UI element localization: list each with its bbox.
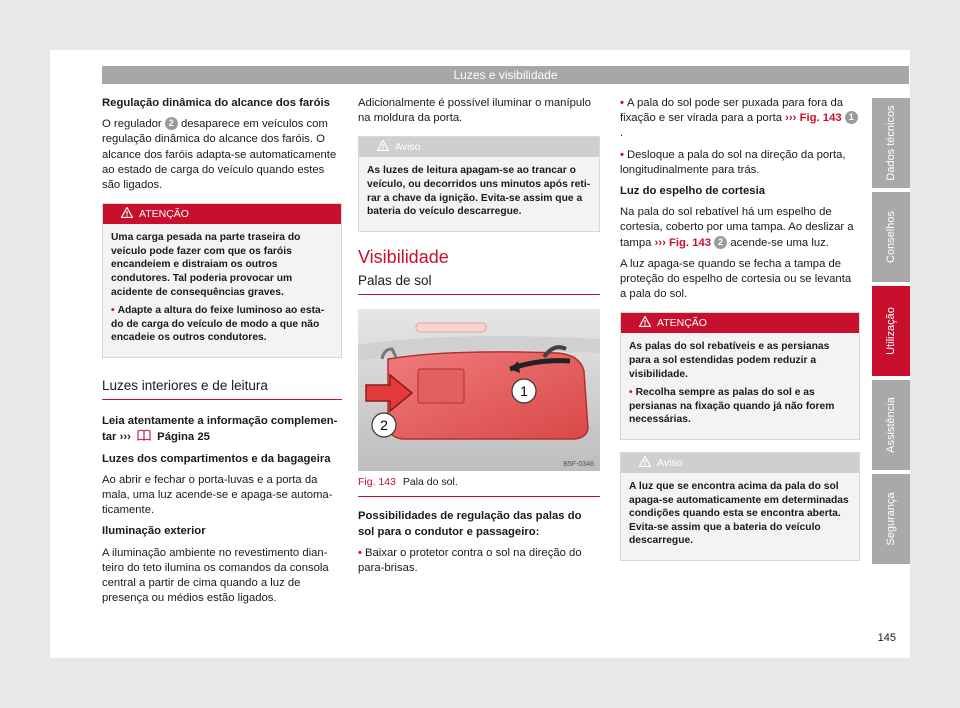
page-number: 145 xyxy=(877,632,896,644)
bullet-lower-visor: • Baixar o protetor contra o sol na direção do para-brisas. xyxy=(358,546,582,574)
tab-conselhos[interactable]: Conselhos xyxy=(872,192,910,282)
callout-number: 1 xyxy=(845,111,858,124)
page-header: Luzes e visibilidade xyxy=(102,66,909,84)
bullet-icon: • xyxy=(111,305,115,317)
column-1 xyxy=(102,96,342,612)
bullet-icon: • xyxy=(358,546,362,559)
bullet-icon: • xyxy=(620,148,624,161)
paragraph-exterior-lighting: A iluminação ambiente no revestimento dianteiro do teto ilumina os comandos da consola central a partir de cima quando a luz de presença ou médios estão ligados. xyxy=(102,546,329,605)
bullet-icon: • xyxy=(620,97,624,109)
note-box: Aviso As luzes de leitura apagam-se ao trancar o veículo, ou decorridos uns minutos após retirar a chave da ignição. Evita-se assim que a bateria do veículo descarregue. xyxy=(358,136,600,231)
note-box: Aviso A luz que se encontra acima da pala do sol apaga-se automaticamente em determinadas condições quando esta se encontra aberta. Evita-se assim que a bateria do veículo descarregue. xyxy=(620,452,860,561)
warning-box: ATENÇÃO As palas do sol rebatíveis e as persianas para a sol estendidas podem reduzir a visibilidade. • Recolha sempre as palas do sol e as persianas na fixação quando já não forem necessárias. xyxy=(620,312,860,440)
note-header: Aviso xyxy=(359,137,599,157)
heading-dynamic-range: Regulação dinâmica do alcance dos faróis xyxy=(102,97,330,109)
heading-compartment-lights: Luzes dos compartimentos e da bagageira xyxy=(102,452,331,465)
callout-2: 2 xyxy=(380,417,388,434)
manual-page xyxy=(50,50,910,658)
tab-assistencia[interactable]: Assistência xyxy=(872,380,910,470)
chapter-tabs xyxy=(872,98,910,568)
info-icon xyxy=(377,140,389,151)
figure-caption: Fig. 143 Pala do sol. xyxy=(358,475,600,497)
callout-number: 2 xyxy=(165,117,178,130)
warning-icon xyxy=(121,207,133,218)
tab-dados-tecnicos[interactable]: Dados técnicos xyxy=(872,98,910,188)
callout-1: 1 xyxy=(520,383,528,400)
info-icon xyxy=(639,456,651,467)
figure-code: B5F-0346 xyxy=(563,461,594,469)
section-title-visibility: Visibilidade xyxy=(358,246,449,267)
tab-utilizacao[interactable]: Utilização xyxy=(872,286,910,376)
bullet-icon: • xyxy=(629,387,633,399)
figure-sun-visor xyxy=(358,309,600,471)
column-3 xyxy=(620,96,860,573)
page-link[interactable]: Página 25 xyxy=(157,431,210,444)
bullet-move-visor: • Desloque a pala do sol na direção da porta, longitudinalmente para trás. xyxy=(620,148,846,176)
paragraph-door-handle: Adicionalmente é possível iluminar o manípulo na moldura da porta. xyxy=(358,97,591,125)
figure-link[interactable]: ››› Fig. 143 xyxy=(654,236,712,249)
warning-box: ATENÇÃO Uma carga pesada na parte traseira do veículo pode fazer com que os faróis encandeiem e distraiam os outros condutores. Tal poderia provocar um acidente de consequências graves. • Adapte a altura do feixe luminoso ao estado de carga do veículo de modo a que não encadeie os outros condutores. xyxy=(102,203,342,358)
paragraph-compartment-lights: Ao abrir e fechar o porta-luvas e a porta da mala, uma luz acende-se e apaga-se automaticamente. xyxy=(102,473,333,517)
warning-icon xyxy=(639,316,651,327)
bullet-pull-visor: • A pala do sol pode ser puxada para fora da fixação e ser virada para a porta ››› Fig. 143 1. xyxy=(620,96,860,142)
tab-seguranca[interactable]: Segurança xyxy=(872,474,910,564)
warning-header: ATENÇÃO xyxy=(103,204,341,224)
heading-vanity-mirror: Luz do espelho de cortesia xyxy=(620,185,766,198)
book-icon xyxy=(137,429,151,441)
paragraph-regulator: O regulador 2 desaparece em veículos com regulação dinâmica do alcance dos faróis. O alcance dos faróis adapta-se automaticamente ao estado de carga do veículo quando estes são ligados. xyxy=(102,118,337,192)
callout-number: 2 xyxy=(714,236,727,249)
warning-header: ATENÇÃO xyxy=(621,313,859,333)
sun-visor-illustration xyxy=(358,309,600,471)
heading-exterior-lighting: Iluminação exterior xyxy=(102,525,206,538)
paragraph-mirror-off: A luz apaga-se quando se fecha a tampa de proteção do espelho de cortesia ou se levanta a pala do sol. xyxy=(620,257,852,301)
paragraph-vanity-mirror: Na pala do sol rebatível há um espelho de cortesia, coberto por uma tampa. Ao deslizar a tampa ››› Fig. 143 2 acende-se uma luz. xyxy=(620,206,854,249)
column-2 xyxy=(358,96,600,582)
heading-adjustments: Possibilidades de regulação das palas do sol para o condutor e passageiro: xyxy=(358,510,582,538)
info-reference: Leia atentamente a informação complementar ››› Página 25 xyxy=(102,415,338,444)
figure-link[interactable]: ››› Fig. 143 xyxy=(785,112,842,125)
subsection-title-sun-visors: Palas de sol xyxy=(358,273,600,295)
section-title-interior-lights: Luzes interiores e de leitura xyxy=(102,378,342,400)
note-header: Aviso xyxy=(621,453,859,473)
